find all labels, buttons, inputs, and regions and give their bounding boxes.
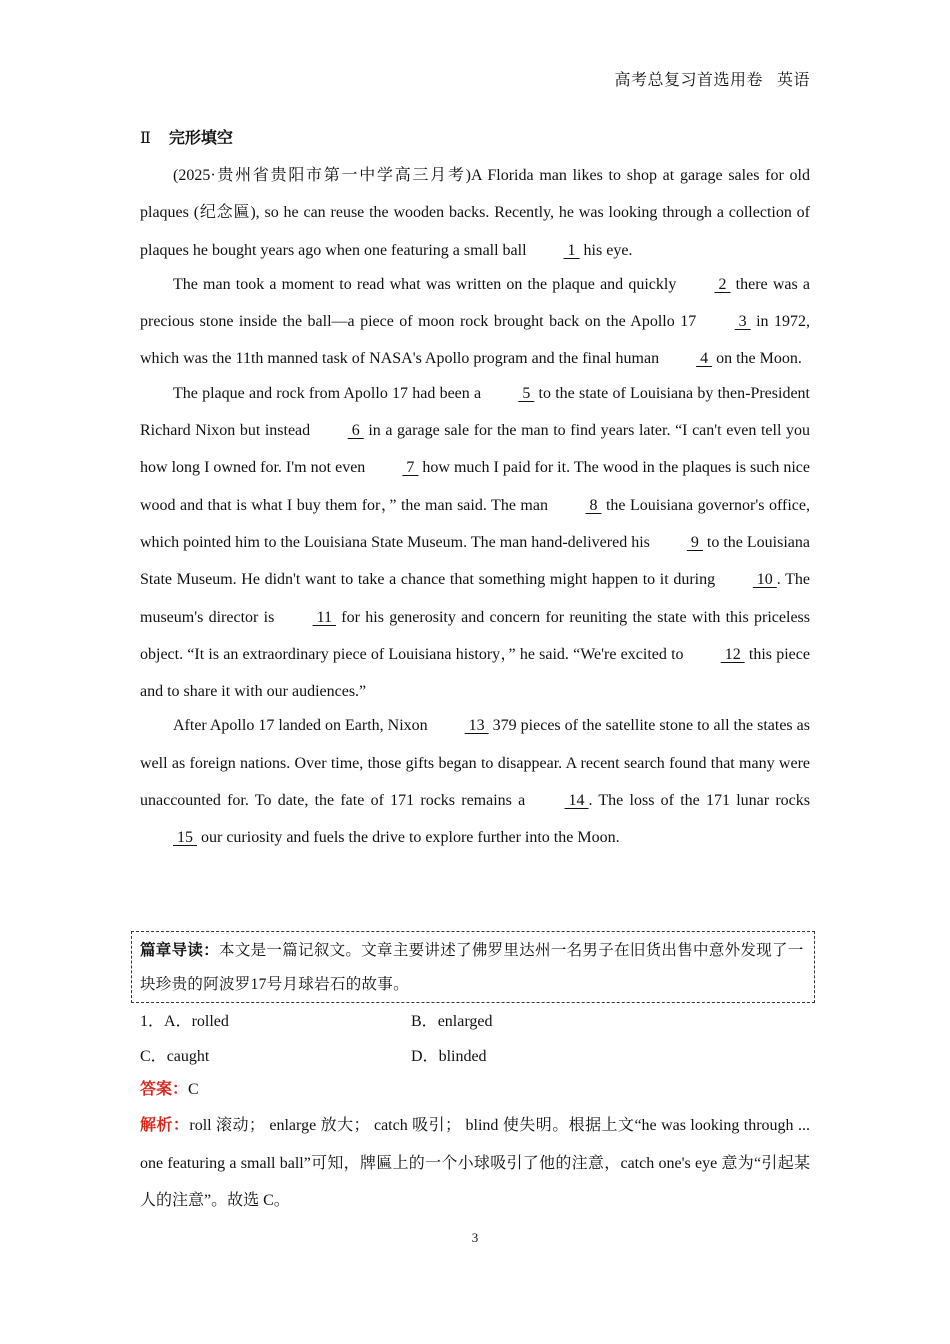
paragraph-text: the Louisiana governor's office, which pointed him to the Louisiana State Museum. The man hand-delivered his: [140, 496, 810, 551]
question-number: 1．: [140, 1013, 165, 1030]
paragraph-text: After Apollo 17 landed on Earth, Nixon: [173, 717, 432, 735]
paragraph-text: our curiosity and fuels the drive to explore further into the Moon.: [197, 829, 620, 847]
blank-15: 15: [173, 829, 197, 847]
blank-12: 12: [720, 645, 745, 663]
blank-2: 2: [714, 275, 731, 293]
option-text: caught: [166, 1048, 210, 1065]
paragraph-text: to the state of Louisiana by then-President Richard Nixon but instead: [140, 384, 810, 440]
page-header: [614, 67, 810, 90]
header-title: 高考总复习首选用卷: [614, 72, 763, 89]
analysis-text: roll 滚动； enlarge 放大； catch 吸引； blind 使失明。根据上文“he was looking through ... one featuring a small ball”可知，牌匾上的一个小球吸引了他的注意，catch one's eye 意为“引起某人的注意”。故选 C。: [140, 1117, 810, 1209]
paragraph-text: 379 pieces of the satellite stone to all the states as well as foreign nations. Over time, those gifts began to disappear. A recent search found that many were unaccounted for. To date, the fate of 171 rocks remains a: [140, 717, 810, 810]
paragraph-2: [140, 266, 810, 378]
paragraph-text: to the Louisiana State Museum. He didn't want to take a chance that something might happen to it during: [140, 533, 810, 589]
blank-10: 10: [752, 571, 777, 589]
options-row-2: [140, 1039, 810, 1074]
option-text: blinded: [438, 1048, 487, 1065]
analysis-block: [140, 1107, 810, 1220]
blank-13: 13: [464, 717, 489, 735]
paragraph-text: in 1972, which was the 11th manned task of NASA's Apollo program and the final human: [140, 313, 811, 368]
option-text: rolled: [191, 1013, 229, 1030]
section-title: 完形填空: [168, 130, 233, 147]
paragraph-text: his eye.: [579, 241, 633, 259]
option-a[interactable]: [140, 1004, 229, 1039]
paragraph-text: on the Moon.: [712, 350, 802, 368]
blank-5: 5: [518, 384, 535, 402]
paragraph-text: there was a precious stone inside the ball—a piece of moon rock brought back on the Apollo 17: [140, 275, 810, 331]
blank-9: 9: [686, 533, 703, 551]
section-heading: [140, 124, 810, 154]
option-b[interactable]: [411, 1004, 492, 1039]
option-text: enlarged: [437, 1013, 493, 1030]
blank-7: 7: [402, 459, 419, 477]
section-number: Ⅱ: [140, 130, 151, 147]
blank-11: 11: [312, 608, 337, 626]
paragraph-3: [140, 375, 810, 711]
answer-value: C: [188, 1081, 199, 1098]
blank-1: 1: [563, 241, 580, 259]
paragraph-4: [140, 707, 810, 856]
reading-guide-box: [131, 931, 815, 1003]
header-subject: 英语: [776, 72, 810, 89]
paragraph-text: . The loss of the 171 lunar rocks: [588, 792, 810, 810]
blank-14: 14: [564, 792, 589, 810]
guide-label: 篇章导读：: [140, 942, 220, 959]
answer-line: [140, 1075, 199, 1105]
option-letter: A．: [164, 1013, 192, 1030]
paragraph-text: The plaque and rock from Apollo 17 had been a: [173, 384, 486, 402]
answer-label: 答案：: [140, 1081, 189, 1098]
paragraph-1: [140, 157, 810, 269]
guide-text: 本文是一篇记叙文。文章主要讲述了佛罗里达州一名男子在旧货出售中意外发现了一块珍贵的阿波罗17号月球岩石的故事。: [140, 942, 804, 993]
blank-4: 4: [696, 350, 713, 368]
blank-6: 6: [347, 422, 364, 440]
paragraph-text: The man took a moment to read what was written on the plaque and quickly: [173, 275, 682, 293]
options-row-1: [140, 1004, 810, 1039]
option-letter: D．: [411, 1048, 439, 1065]
option-letter: C．: [140, 1048, 167, 1065]
paragraph-text: this piece and to share it with our audiences.”: [140, 645, 810, 701]
blank-8: 8: [585, 496, 602, 514]
passage-area: [140, 124, 810, 857]
analysis-label: 解析：: [140, 1117, 190, 1134]
paragraph-text: how much I paid for it. The wood in the plaques is such nice wood and that is what I buy them for，” the man said. The man: [140, 459, 811, 514]
paragraph-text: in a garage sale for the man to find years later. “I can't even tell you how long I owned for. I'm not even: [140, 422, 810, 477]
blank-3: 3: [734, 313, 751, 331]
paragraph-text: for his generosity and concern for reuniting the state with this priceless object. “It is an extraordinary piece of Louisiana history，” he said. “We're excited to: [140, 608, 810, 663]
paragraph-text: . The museum's director is: [140, 571, 810, 626]
option-c[interactable]: [140, 1039, 209, 1074]
page-number: 3: [471, 1230, 479, 1245]
paragraph-text: (2025·贵州省贵阳市第一中学高三月考)A Florida man likes to shop at garage sales for old plaques (纪念匾), so he can reuse the wooden backs. Recently, he was looking through a collection of plaques he bought years ago when one featuring a small ball: [140, 167, 810, 259]
option-letter: B．: [411, 1013, 438, 1030]
question-options: [140, 1004, 810, 1074]
option-d[interactable]: [411, 1039, 487, 1074]
